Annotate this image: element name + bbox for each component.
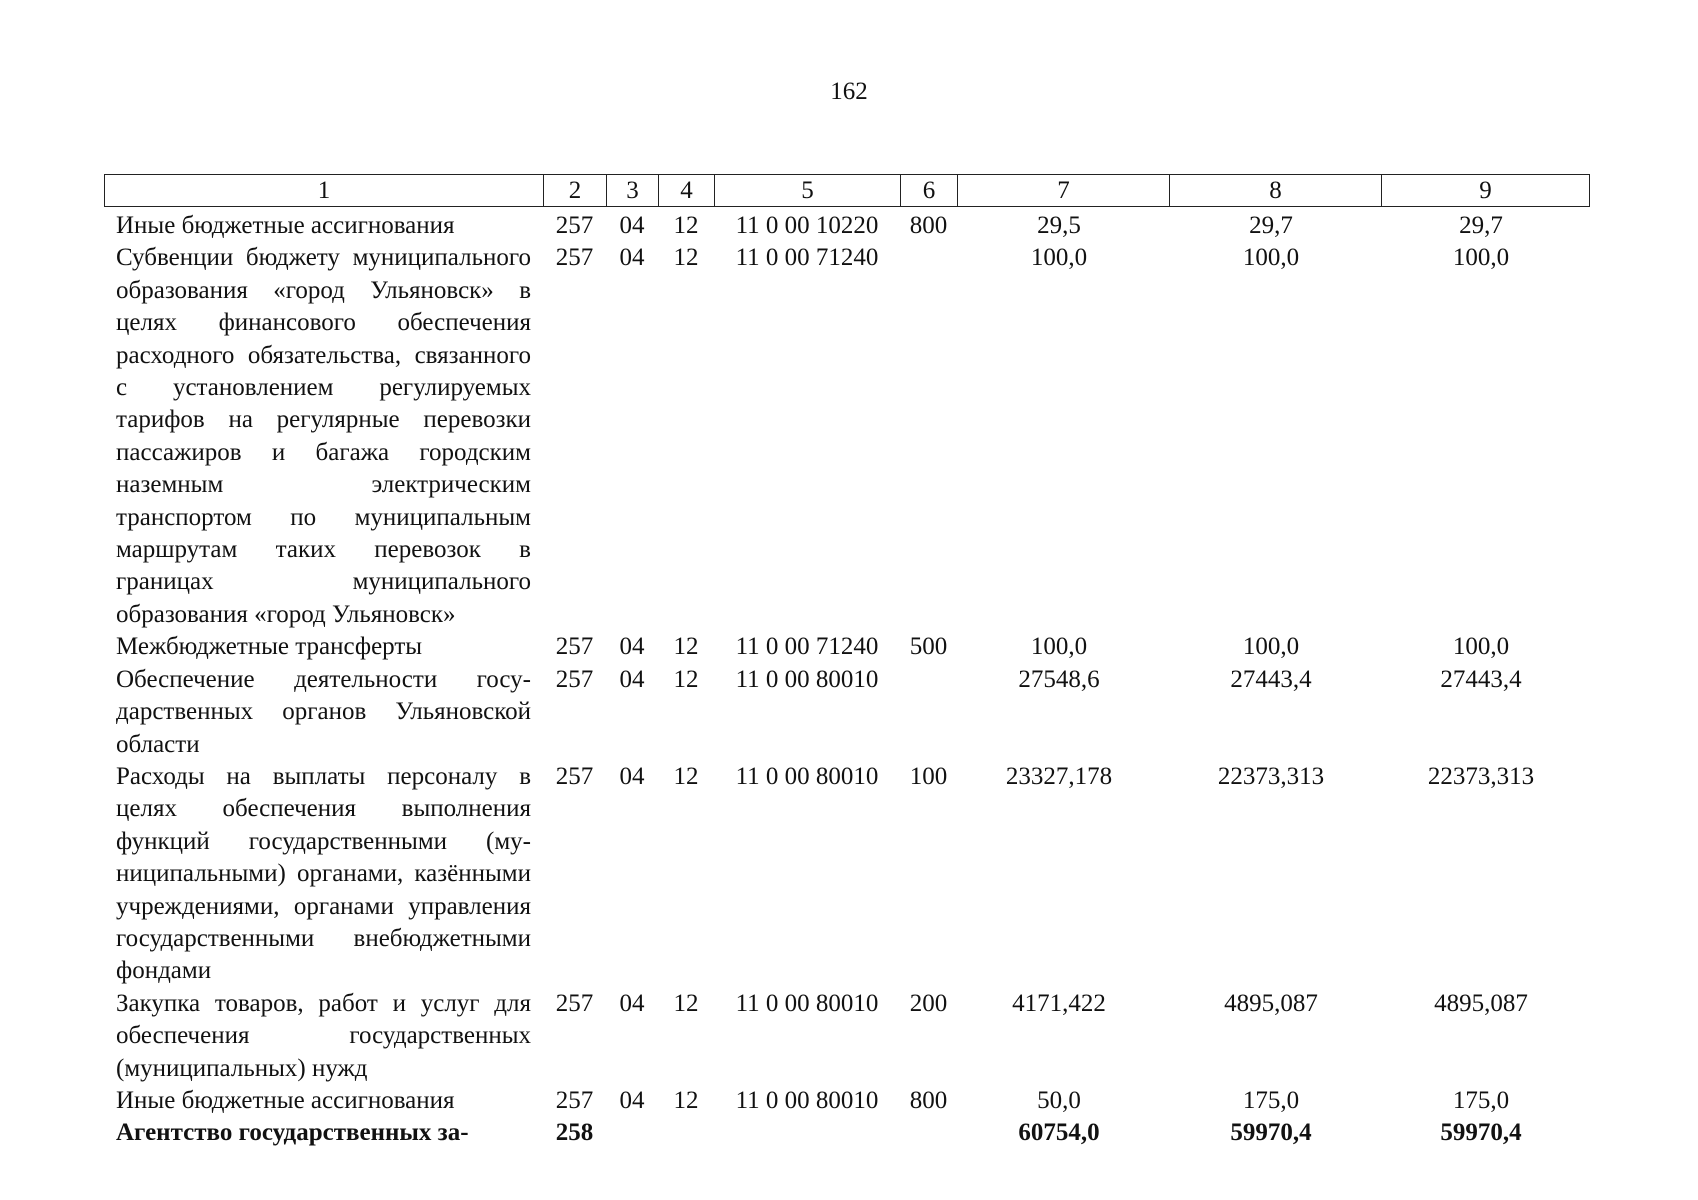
cell-value-8: 175,0 (1242, 1086, 1300, 1114)
cell-ministry-code: 257 (555, 1086, 594, 1114)
cell-value-9: 100,0 (1452, 633, 1510, 661)
cell-name: Закупка товаров, работ и услуг для обеспечения государственных (муниципальных) нужд (116, 989, 531, 1082)
table-row (104, 242, 1589, 631)
cell-value-7: 100,0 (1030, 244, 1088, 272)
cell-subsection: 12 (673, 665, 699, 693)
table-row (104, 664, 1589, 761)
cell-value-8: 22373,313 (1217, 762, 1325, 790)
column-header: 1 (105, 175, 544, 207)
column-header: 6 (901, 175, 958, 207)
cell-value-8: 100,0 (1242, 244, 1300, 272)
cell-section: 04 (619, 762, 645, 790)
cell-section: 04 (619, 244, 645, 272)
cell-target-article: 11 0 00 80010 (735, 1086, 879, 1114)
cell-subsection: 12 (673, 244, 699, 272)
table-body (104, 210, 1589, 1150)
column-header: 2 (544, 175, 607, 207)
cell-name: Иные бюджетные ассигнования (116, 212, 455, 239)
table-row (104, 210, 1589, 242)
cell-expense-type: 800 (909, 212, 948, 239)
cell-value-9: 100,0 (1452, 244, 1510, 272)
cell-value-7: 27548,6 (1018, 665, 1100, 693)
cell-subsection: 12 (673, 989, 699, 1017)
cell-value-7: 4171,422 (1012, 989, 1106, 1017)
cell-expense-type (900, 664, 957, 761)
cell-section: 04 (619, 633, 645, 661)
cell-ministry-code: 257 (555, 212, 594, 239)
cell-subsection: 12 (673, 1086, 699, 1114)
cell-name: Субвенции бюджету муниципального образования «город Ульяновск» в целях финансового обеспечения расходного обязательства, связанного с установлением регулируемых тарифов на регулярные перевозки пассажиров и багажа городским наземным электрическим транспортом по муниципальным маршрутам таких перевозок в границах муниципального образования «город Ульяновск» (116, 244, 531, 628)
cell-name: Иные бюджетные ассигнования (116, 1086, 455, 1114)
column-header: 5 (715, 175, 901, 207)
table-row (104, 761, 1589, 988)
cell-value-9: 4895,087 (1434, 989, 1528, 1017)
cell-target-article: 11 0 00 71240 (735, 633, 879, 661)
column-header-table (104, 174, 1590, 207)
table-row (104, 631, 1589, 663)
cell-section: 04 (619, 212, 645, 239)
page-number: 162 (830, 78, 868, 105)
cell-value-9: 22373,313 (1427, 762, 1535, 790)
cell-value-7: 100,0 (1030, 633, 1088, 661)
column-header: 3 (607, 175, 659, 207)
cell-section: 04 (619, 989, 645, 1017)
cell-subsection (658, 1117, 714, 1149)
cell-target-article: 11 0 00 10220 (735, 212, 879, 239)
cell-section: 04 (619, 665, 645, 693)
cell-value-7: 29,5 (1037, 212, 1081, 239)
column-header: 7 (958, 175, 1170, 207)
cell-value-9: 27443,4 (1440, 665, 1522, 693)
cell-target-article (714, 1117, 900, 1149)
cell-name: Межбюджетные трансферты (116, 633, 423, 661)
column-header: 4 (659, 175, 715, 207)
cell-value-7: 23327,178 (1005, 762, 1113, 790)
cell-subsection: 12 (673, 633, 699, 661)
cell-value-8: 29,7 (1249, 212, 1293, 239)
cell-value-9: 59970,4 (1440, 1119, 1522, 1147)
cell-target-article: 11 0 00 80010 (735, 665, 879, 693)
cell-value-9: 29,7 (1459, 212, 1503, 239)
column-header: 9 (1382, 175, 1590, 207)
cell-expense-type: 800 (909, 1086, 948, 1114)
table-row (104, 1085, 1589, 1117)
cell-expense-type: 200 (909, 989, 948, 1017)
cell-value-7: 50,0 (1037, 1086, 1081, 1114)
cell-target-article: 11 0 00 80010 (735, 762, 879, 790)
cell-target-article: 11 0 00 80010 (735, 989, 879, 1017)
table-row (104, 1117, 1589, 1149)
budget-table (104, 210, 1589, 1150)
cell-expense-type: 100 (909, 762, 948, 790)
cell-ministry-code: 257 (555, 762, 594, 790)
cell-expense-type (900, 1117, 957, 1149)
cell-ministry-code: 257 (555, 665, 594, 693)
cell-subsection: 12 (673, 762, 699, 790)
cell-value-8: 59970,4 (1230, 1119, 1312, 1147)
cell-value-8: 4895,087 (1224, 989, 1318, 1017)
cell-target-article: 11 0 00 71240 (735, 244, 879, 272)
table-row (104, 988, 1589, 1085)
cell-ministry-code: 257 (555, 633, 594, 661)
cell-expense-type: 500 (909, 633, 948, 661)
cell-value-8: 27443,4 (1230, 665, 1312, 693)
column-header: 8 (1170, 175, 1382, 207)
cell-name: Расходы на выплаты персоналу в целях обеспечения выполнения функций государственными (муниципальными) органами, казёнными учреждениями, органами управления государственными внебюджетными фондами (116, 762, 531, 985)
cell-ministry-code: 258 (555, 1119, 594, 1147)
column-header-row (105, 175, 1590, 207)
cell-section: 04 (619, 1086, 645, 1114)
cell-ministry-code: 257 (555, 244, 594, 272)
cell-value-7: 60754,0 (1018, 1119, 1100, 1147)
cell-value-8: 100,0 (1242, 633, 1300, 661)
cell-expense-type (900, 242, 957, 631)
cell-ministry-code: 257 (555, 989, 594, 1017)
cell-section (606, 1117, 658, 1149)
cell-name: Агентство государственных за- (116, 1119, 469, 1147)
cell-value-9: 175,0 (1452, 1086, 1510, 1114)
cell-name: Обеспечение деятельности государственных органов Ульяновской области (116, 665, 531, 758)
cell-subsection: 12 (673, 212, 699, 239)
